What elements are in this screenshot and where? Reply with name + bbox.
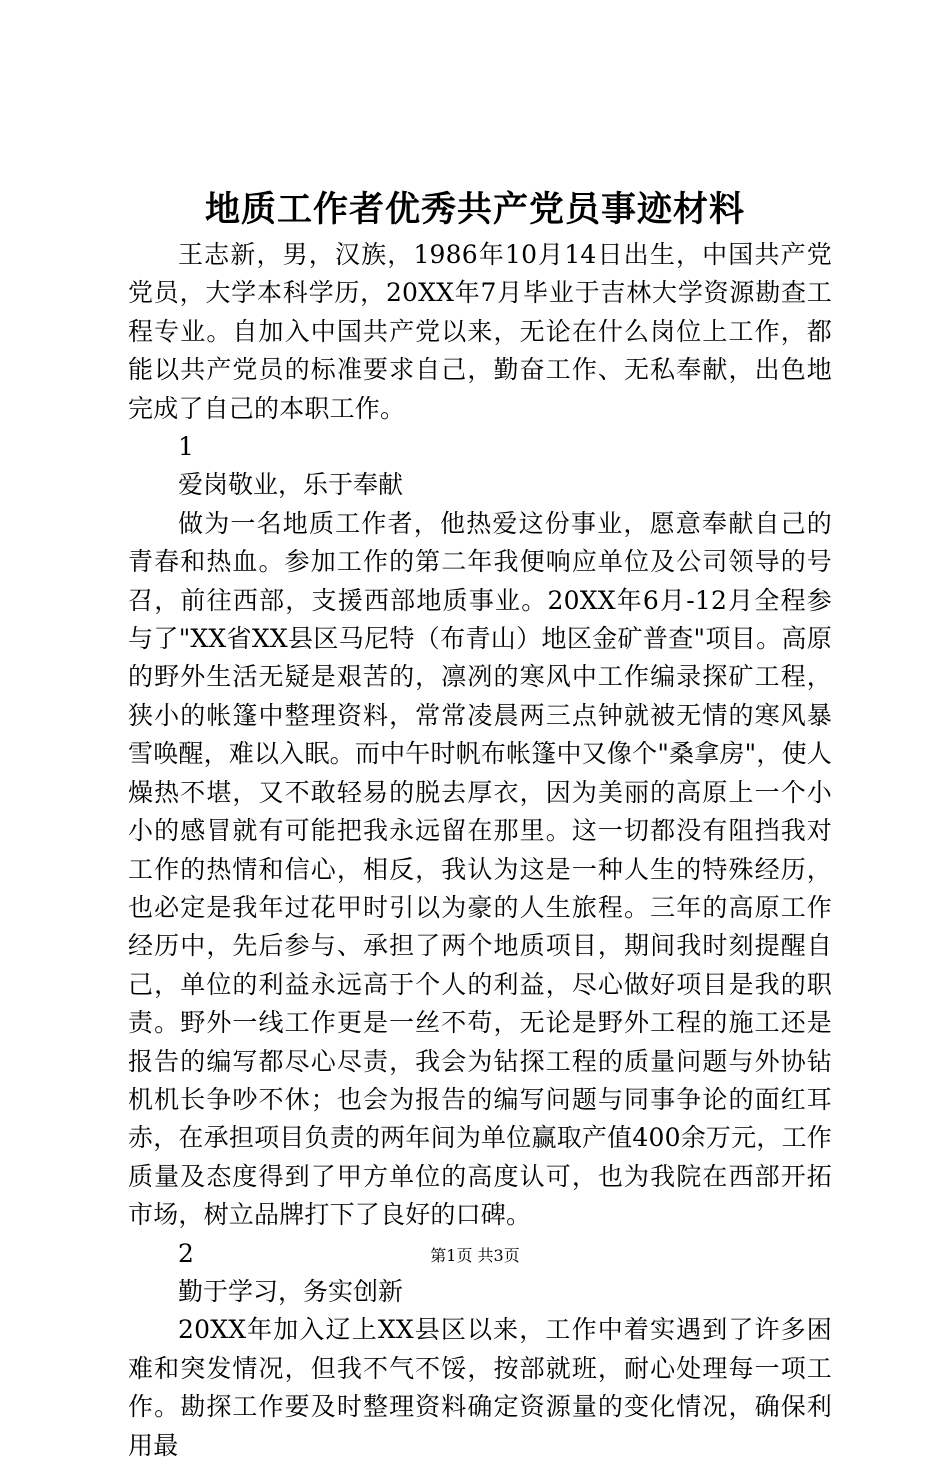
- section-1-number: 1: [178, 432, 194, 462]
- section-2-number: 2: [178, 1238, 194, 1268]
- page-footer: 第1页 共3页: [430, 1246, 520, 1265]
- section-1-paragraph: 做为一名地质工作者，他热爱这份事业，愿意奉献自己的青春和热血。参加工作的第二年我便响应单位及公司领导的号召，前往西部，支援西部地质事业。20XX年6月-12月全程参与了"XX省XX县区马尼特（布青山）地区金矿普查"项目。高原的野外生活无疑是艰苦的，凛冽的寒风中工作编录探矿工程，狭小的帐篷中整理资料，常常凌晨两三点钟就被无情的寒风暴雪唤醒，难以入眠。而中午时帆布帐篷中又像个"桑拿房"，使人燥热不堪，又不敢轻易的脱去厚衣，因为美丽的高原上一个小小的感冒就有可能把我永远留在那里。这一切都没有阻挡我对工作的热情和信心，相反，我认为这是一种人生的特殊经历，也必定是我年过花甲时引以为豪的人生旅程。三年的高原工作经历中，先后参与、承担了两个地质项目，期间我时刻提醒自己，单位的利益永远高于个人的利益，尽心做好项目是我的职责。野外一线工作更是一丝不苟，无论是野外工程的施工还是报告的编写都尽心尽责，我会为钻探工程的质量问题与外协钻机机长争吵不休；也会为报告的编写问题与同事争论的面红耳赤，在承担项目负责的两年间为单位赢取产值400余万元，工作质量及态度得到了甲方单位的高度认可，也为我院在西部开拓市场，树立品牌打下了良好的口碑。: [128, 508, 832, 1230]
- document-body: [128, 236, 832, 1465]
- section-2-paragraph: 20XX年加入辽上XX县区以来，工作中着实遇到了许多困难和突发情况，但我不气不馁，按部就班，耐心处理每一项工作。勘探工作要及时整理资料确定资源量的变化情况，确保利用最: [128, 1315, 832, 1460]
- section-1-heading: 爱岗敬业，乐于奉献: [178, 470, 404, 500]
- section-2-heading: 勤于学习，务实创新: [178, 1276, 404, 1306]
- intro-paragraph: 王志新，男，汉族，1986年10月14日出生，中国共产党党员，大学本科学历，20XX年7月毕业于吉林大学资源勘查工程专业。自加入中国共产党以来，无论在什么岗位上工作，都能以共产党员的标准要求自己，勤奋工作、无私奉献，出色地完成了自己的本职工作。: [128, 240, 832, 423]
- document-title: 地质工作者优秀共产党员事迹材料: [204, 189, 745, 230]
